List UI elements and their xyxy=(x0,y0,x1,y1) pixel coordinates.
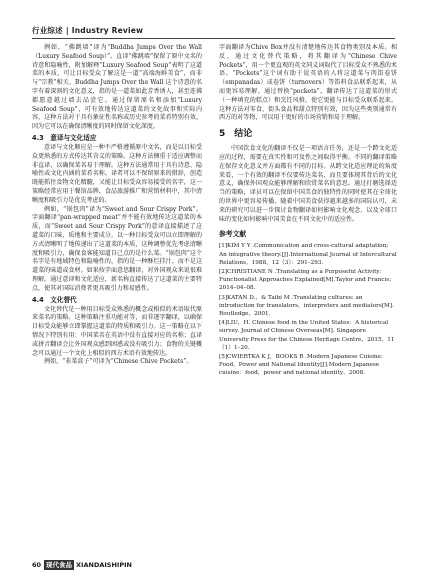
section-heading-4-4: 4.4 文化替代 xyxy=(32,295,77,304)
reference-item: [4]LIU，H. Chinese food in the United States：A historical survey. Journal of Chinese Overseas[M]. Singapore University Press for the Chinese Heritage Centre，2015，11（1）1–20. xyxy=(219,320,395,351)
paragraph: 例如，“韭菜盒子”可译为“Chinese Chive Pockets”。 xyxy=(44,358,193,366)
running-header xyxy=(0,24,427,37)
section-label-en: Industry Review xyxy=(71,26,144,35)
right-column xyxy=(219,44,397,379)
paragraph: 例如，“锅包肉”译为“Sweet and Sour Crispy Pork”。字面翻译“pan-wrapped meat”并不能有效地传达这道菜的本质，而“Sweet and Sour Crispy Pork”的意译直接描述了这道菜的口味、质地和主要成分，以一种目标受众可以立即理解的方式清晰明了地传递出了这道菜的本质，这种调整优先考虑清晰度和吸引力，确保食客能知道自己点的是什么菜。“锅包肉”这个名字是有地域特色和隐喻性的，指的是一种酥烂挂汁、而不是这道菜的味道或食材。如果按字面意思翻译，对外国观众来说很难理解。通过意译和文化适应，新名称直接传达了这道菜的主要特点，使其对国际消费者更具吸引力和易感性。 xyxy=(32,205,202,292)
references-heading: 参考文献 xyxy=(219,230,247,239)
header-rule xyxy=(32,38,395,39)
section-heading-4-3: 4.3 意译与文化适应 xyxy=(32,133,97,142)
paragraph: 文化替代是一种用目标受众熟悉的概念或相似的术语取代原来菜名的策略。这种策略注重功能对等，而非逐字翻译，以确保目标受众能够立即掌握这道菜的特质和吸引力。这一策略在以下情况下特别有用：中国菜名在英语中没有直接对应的名称；直译或拼音翻译会让外国观众感到困惑或没有吸引力；食物的关键概念可以通过一个文化上相似的西方术语有效地传达。 xyxy=(32,305,202,357)
section-label xyxy=(32,24,143,37)
page-footer xyxy=(32,560,132,570)
journal-brand: XIANDAISHIPIN xyxy=(76,561,132,569)
section-label-cn: 行业综述 xyxy=(32,26,63,35)
reference-item: [2]CHRISTIANE N .Translating as a Purposeful Activity: Functionalist Approaches Explained[M].Taylor and Francis; 2014–04–08. xyxy=(219,268,392,292)
section-heading-5: 5 结论 xyxy=(219,129,253,140)
paragraph: 字面翻译为Chive Box并没有清楚地传达其食物类别及本质。相反，通过文化替代策略，将其翻译为“Chinese Chive Pockets”，用一个更直观的英文同义词取代了目标受众不熟悉的术语。“Pockets”这个词有助于说英语的人将这道菜与肉馅卷饼（empanadas）或卷饼（turnovers）等馅料食品联系起来，从而更容易理解。通过替换“pockets”，翻译传达了这道菜的形式（一种填充的糕点）和烹饪风格，使它更能与目标受众联系起来。这种方法对零食、街头食品和甜点特别有效，因为这些类别通常有西方的对等物，可以用于更好的市场营销和易于理解。 xyxy=(219,44,397,122)
reference-item: [5]CWIERTKA K J，BOOKS R .Modern Japanese Cuisine: Food，Power and National Identity[J].Modern Japanese cuisine：food，power and national identity，2008. xyxy=(219,353,383,377)
paragraph: 意译与文化顺应是一种不严格遵循原中文名，而是以目标受众更熟悉的方式传达其含义的策略。这种方法侧重于适应调整而非直译，以确保菜名易于理解。这种方法通常用于具有诗意、隐喻性或文化内涵的菜肴名称。译者可以不保留原来的措辞，创造既能抓住食物文化精髓，又能让目标受众容易接受的名字，这一策略经常应用于餐馆品牌、食品旅游推广和营销材料中，其中清晰度和吸引力是优先考虑的。 xyxy=(32,143,202,204)
journal-badge: 现代食品 xyxy=(46,561,73,569)
page-number: 60 xyxy=(32,561,42,569)
left-column xyxy=(32,44,202,367)
section-label-separator: | xyxy=(65,26,69,35)
reference-item: [3]KATAN D.，& Taibi M .Translating cultures: an introduction for translators，interpreters and mediators[M]. Routledge，2001. xyxy=(219,294,394,317)
paragraph: 中国饮食文化的翻译不仅是一项语言任务，还是一个跨文化适应的过程，需要在真实性和可及性之间取得平衡。不同的翻译策略在保存文化意义并方面都有不同的目标。从跨文化适应理论的角度来看，一个有效的翻译不仅要传达菜名，而且要体现其背后的文化意义，确保外国观众能够理解和欣赏菜名的意思。通过打磨选择适当的策略，译员可以在保留中国美食的独特性的同时使其在全球化的世界中更容易传播。随着中国美食获得越来越多的国际认可，未来的研究可以进一步探讨食物翻译如何影响文化观念，以及全球口味的变化如何影响中国美食在不同文化中的适应性。 xyxy=(219,145,397,223)
reference-item: [1]KIM Y Y .Communication and cross-cultural adaptation; An integrative theory.[J].International Journal of Intercultural Relations，1988，12（3）：291–293. xyxy=(219,243,397,266)
references-list xyxy=(219,242,397,377)
paragraph: 例如，“佛跳墙”译为“Buddha Jumps Over the Wall（Luxury Seafood Soup）”。直译“佛跳墙”保留了原中文名的诗意和隐喻性，附加解释“Luxury Seafood Soup”表明了这道菜的本质，可让目标受众了解这是一道“高端海鲜美食”，而非与“宗教”相关。Buddha Jumps Over the Wall 这个诗意的名字有着深刻的文化意义，指的是一道菜如此芳香诱人，甚至连佛都愿意越过墙去品尝它。通过保留原名和添加“Luxury Seafood Soup”，可有效地传达这道菜的文化故事和实际内容，这种方法对于具有象征性名称或历史参考的菜肴特别有效，因为它可以在确保清晰度的同时保留文化深度。 xyxy=(32,44,202,131)
